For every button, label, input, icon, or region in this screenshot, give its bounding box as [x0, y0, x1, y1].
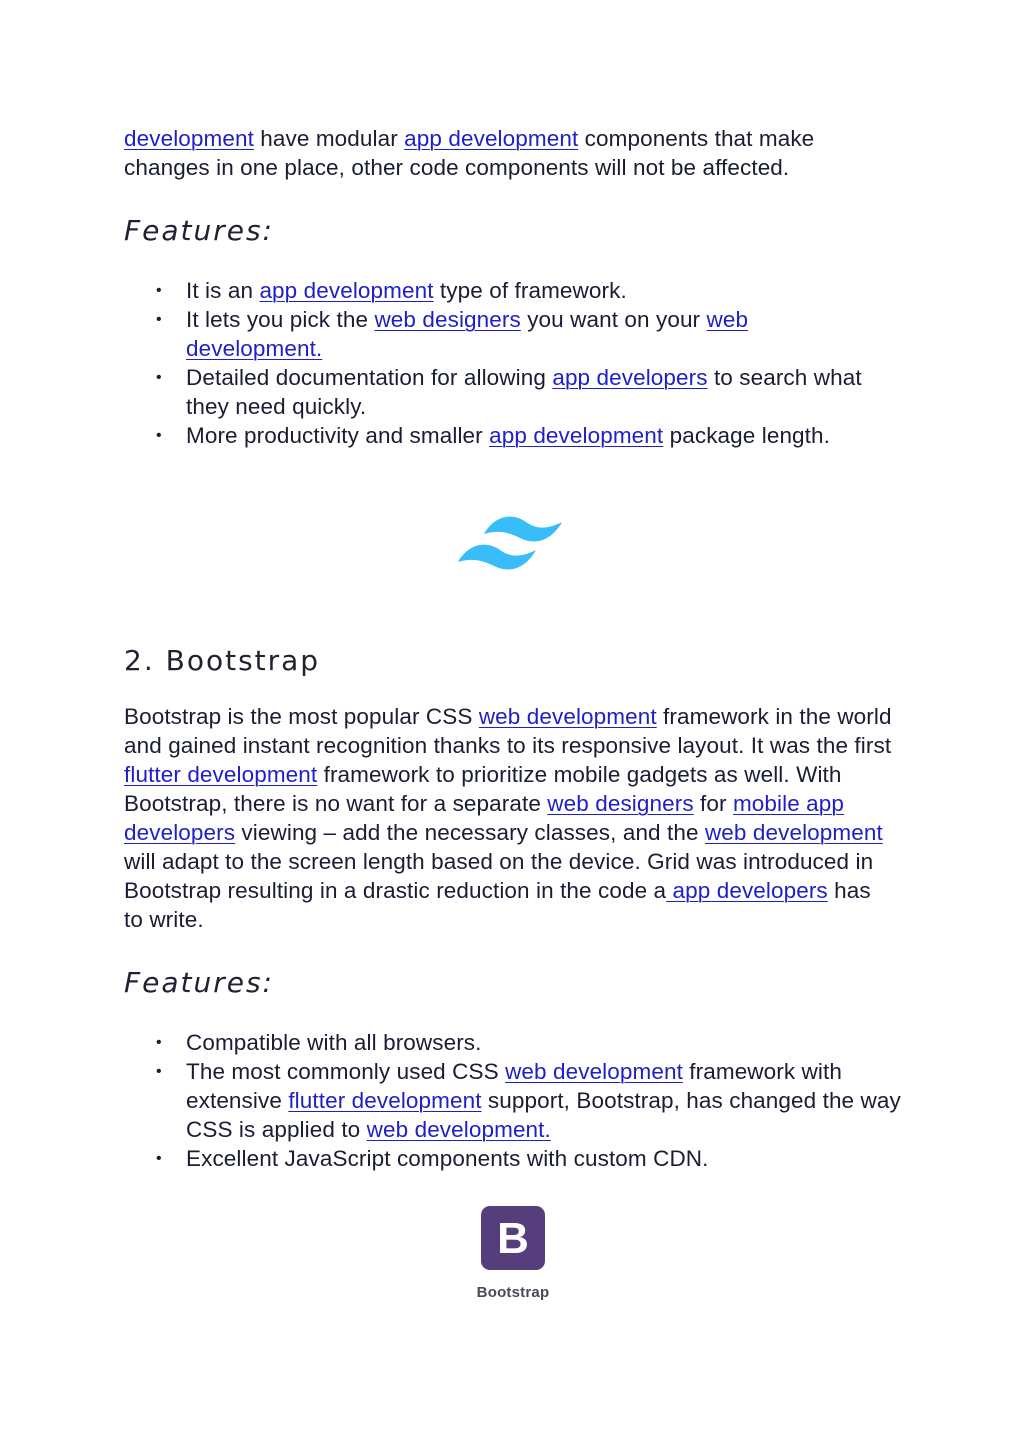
link-app-developers[interactable]: app developers — [552, 365, 708, 390]
link-flutter-development[interactable]: flutter development — [288, 1088, 482, 1113]
link-app-developers[interactable]: app developers — [666, 878, 828, 903]
link-web-designers[interactable]: web designers — [547, 791, 694, 816]
tailwind-features-list — [124, 276, 884, 450]
list-item: • Excellent JavaScript components with custom CDN. — [156, 1146, 709, 1171]
tailwind-logo-icon — [450, 500, 574, 600]
intro-paragraph: development have modular app development components that make changes in one place, other code components will not be affected. — [124, 126, 815, 180]
link-app-development[interactable]: app development — [259, 278, 434, 303]
list-item: • Compatible with all browsers. — [156, 1030, 482, 1055]
features-heading-tailwind: Features: — [124, 214, 274, 247]
bullet-icon: • — [156, 1034, 162, 1051]
list-item: • Detailed documentation for allowing app developers to search what they need quickly. — [156, 365, 862, 419]
link-flutter-development[interactable]: flutter development — [124, 762, 318, 787]
bullet-icon: • — [156, 369, 162, 386]
link-app-development[interactable]: app development — [489, 423, 664, 448]
tailwind-waves — [458, 517, 562, 570]
bullet-icon: • — [156, 1150, 162, 1167]
bullet-icon: • — [156, 311, 162, 328]
features-heading-bootstrap: Features: — [124, 966, 274, 999]
link-development[interactable]: development — [124, 126, 254, 151]
bullet-icon: • — [156, 1063, 162, 1080]
bootstrap-paragraph: Bootstrap is the most popular CSS web development framework in the world and gained instant recognition thanks to its responsive layout. It was the first flutter development framework to prioritize mobile gadgets as well. With Bootstrap, there is no want for a separate web designers for mobile app developers viewing – add the necessary classes, and the web development will adapt to the screen length based on the device. Grid was introduced in Bootstrap resulting in a drastic reduction in the code a app developers has to write. — [124, 704, 892, 932]
link-web-development[interactable]: web development — [704, 820, 883, 845]
bootstrap-logo-label: Bootstrap — [476, 1284, 550, 1301]
list-item: • More productivity and smaller app development package length. — [156, 423, 830, 448]
bootstrap-logo-icon — [481, 1206, 545, 1270]
list-item: • It is an app development type of framework. — [156, 278, 627, 303]
bootstrap-heading: 2. Bootstrap — [124, 644, 321, 677]
link-mobile-app-developers[interactable]: mobile app developers — [124, 791, 845, 845]
link-app-development[interactable]: app development — [404, 126, 579, 151]
link-web-development[interactable]: web development. — [366, 1117, 551, 1142]
bootstrap-logo-letter: B — [497, 1214, 529, 1263]
bootstrap-features-list — [124, 1028, 904, 1173]
link-web-development[interactable]: web development — [505, 1059, 683, 1084]
list-item: • It lets you pick the web designers you want on your web development. — [156, 307, 749, 361]
list-item: • The most commonly used CSS web development framework with extensive flutter development support, Bootstrap, has changed the way CSS is applied to web development. — [156, 1059, 901, 1142]
link-web-designers[interactable]: web designers — [374, 307, 521, 332]
bullet-icon: • — [156, 282, 162, 299]
link-web-development[interactable]: web development — [478, 704, 657, 729]
bullet-icon: • — [156, 427, 162, 444]
link-web-development[interactable]: web development. — [186, 307, 749, 361]
